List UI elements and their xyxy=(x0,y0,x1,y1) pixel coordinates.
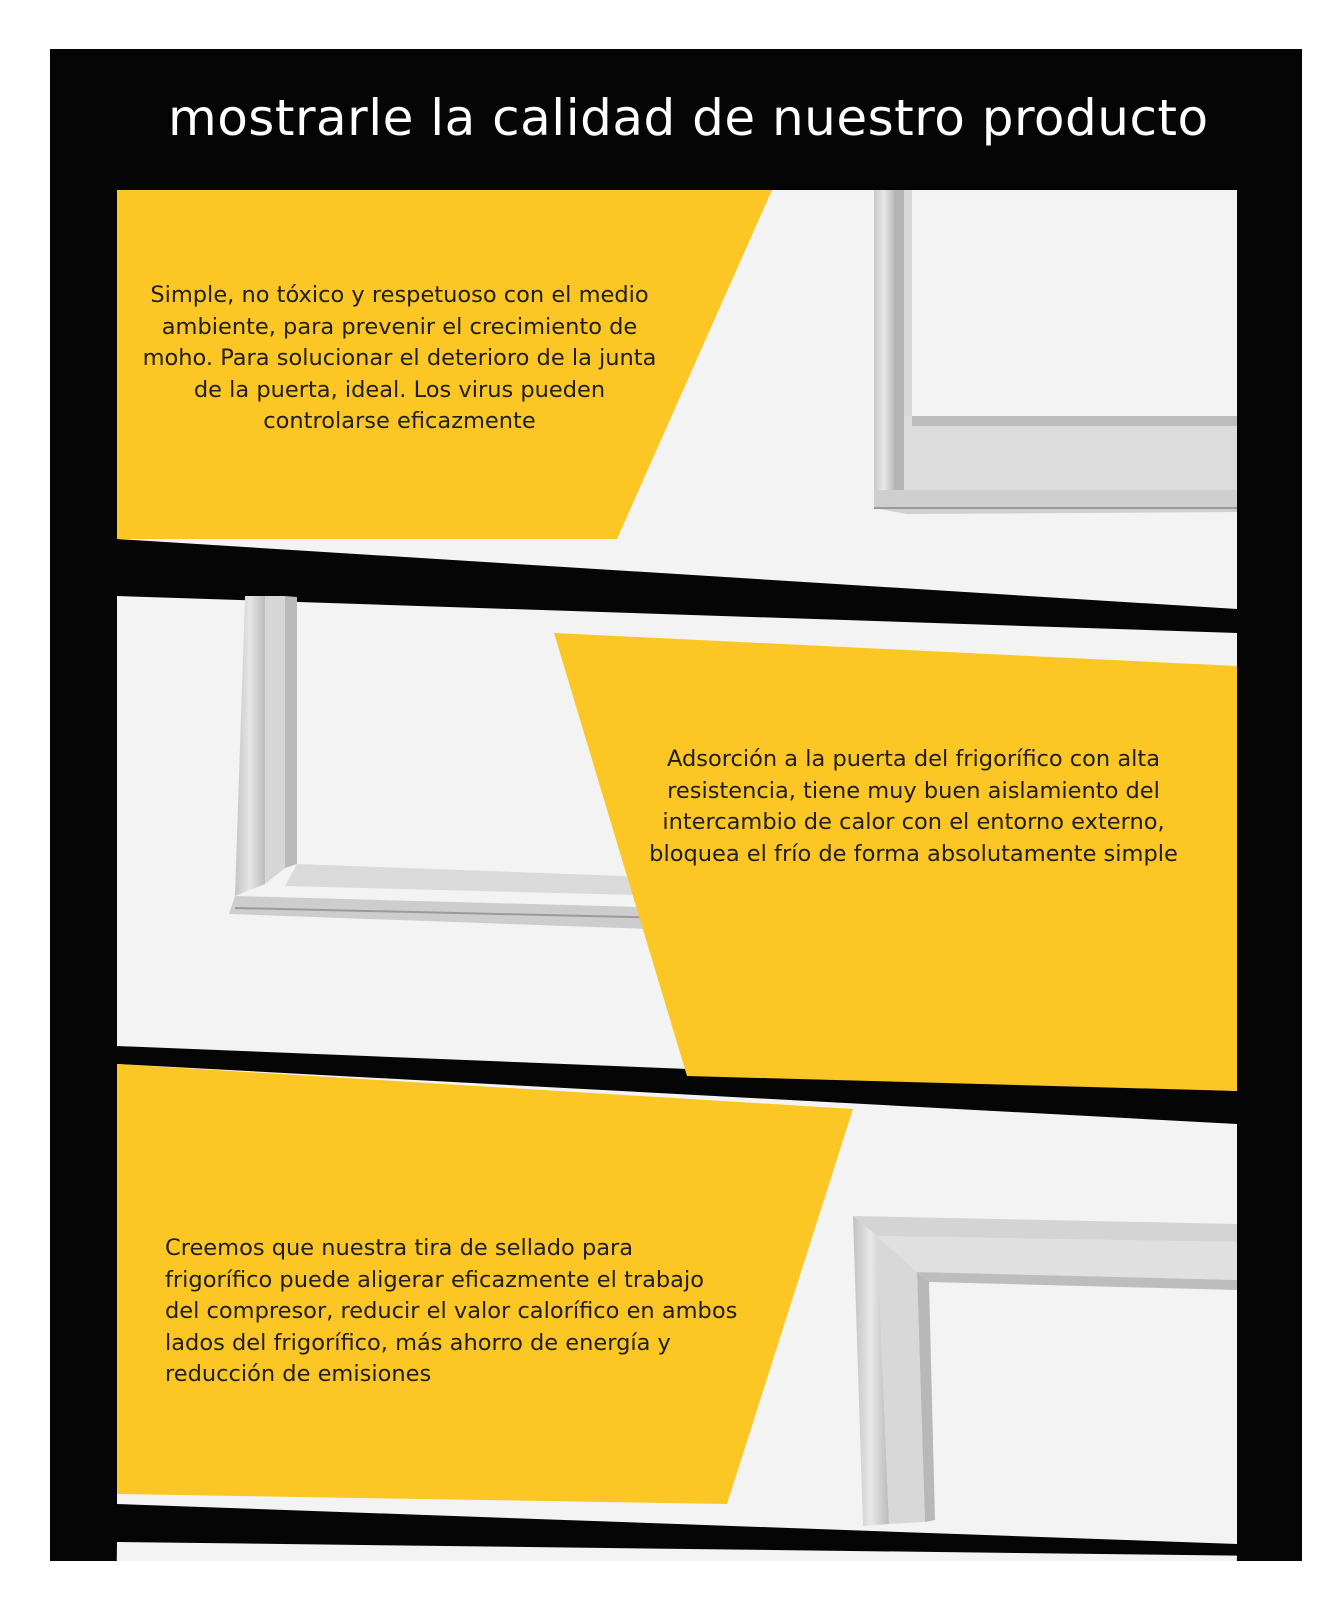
page-title: mostrarle la calidad de nuestro producto xyxy=(168,89,1209,147)
panel-2-text: Adsorción a la puerta del frigorífico con alta resistencia, tiene muy buen aislamiento del intercambio de calor con el entorno externo, bloquea el frío de forma absolutamente simple xyxy=(649,746,1178,867)
panel-1-text: Simple, no tóxico y respetuoso con el medio ambiente, para prevenir el crecimiento de moho. Para solucionar el deterioro de la junta de la puerta, ideal. Los virus pueden controlarse eficazmente xyxy=(142,282,657,434)
poster-frame xyxy=(50,49,1302,1561)
feature-panel-3 xyxy=(117,1064,1237,1561)
panel-3-text: Creemos que nuestra tira de sellado para frigorífico puede aligerar eficazmente el trabajo del compresor, reducir el valor calorífico en ambos lados del frigorífico, más ahorro de energía y reducción de emisiones xyxy=(165,1235,738,1387)
feature-panel-1 xyxy=(117,190,1237,610)
feature-panel-2 xyxy=(117,596,1237,1091)
